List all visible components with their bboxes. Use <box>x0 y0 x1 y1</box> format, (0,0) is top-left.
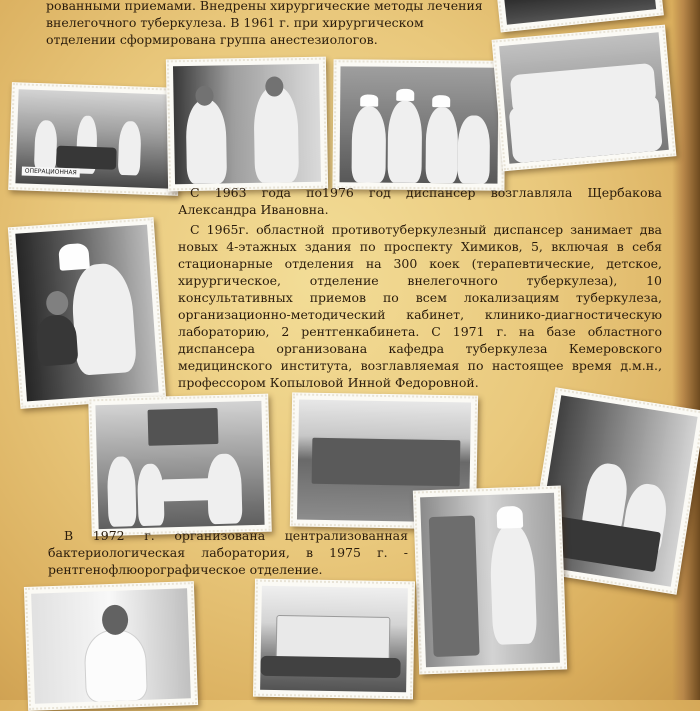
photo-doctor-portrait <box>24 581 198 711</box>
photo-medical-staff-group <box>332 59 505 190</box>
photo-operating-room <box>8 82 182 196</box>
paragraph-new-buildings: С 1965г. областной противотуберкулезный диспансер занимает два новых 4-этажных здания по проспекту Химиков, 5, включая в себя стационарные отделения на 300 коек (терапевтические, детское, хирургическое, отделение внелегочного туберкулеза), 10 консультативных приемов по всем локализациям туберкулеза, организационно-методический кабинет, клинико-диагностическую лабораторию, 2 рентгенкабинета. С 1971 г. на базе областного диспансера организована кафедра туберкулеза Кемеровского медицинского института, возглавляемая по настоящее время д.м.н., профессором Копыловой Инной Федоровной. <box>178 222 662 390</box>
operating-room-sign: ОПЕРАЦИОННАЯ <box>22 166 80 177</box>
photo-meeting-room <box>88 394 272 537</box>
photo-doctors-lab <box>166 57 328 192</box>
intro-line-2: внелегочного туберкулеза. В 1961 г. при хирургическом <box>46 15 424 30</box>
paragraph-head-doctor: С 1963 года по1976 год диспансер возглавляла Щербакова Александра Ивановна. <box>178 185 662 217</box>
intro-line-3: отделении сформирована группа анестезиологов. <box>46 32 378 47</box>
intro-line-1: рованными приемами. Внедрены хирургические методы лечения <box>46 0 483 13</box>
photo-historic-building <box>253 579 415 700</box>
page-edge <box>672 0 700 700</box>
intro-paragraph <box>46 0 492 48</box>
photo-doctor-examining-patient <box>8 217 166 409</box>
photo-large-staff-group <box>492 25 677 172</box>
paragraph-laboratory: В 1972 г. организована централизованная бактериологическая лаборатория, в 1975 г. - рентгенофлюорографическое отделение. <box>48 528 408 577</box>
photo-xray-technician <box>413 485 567 674</box>
